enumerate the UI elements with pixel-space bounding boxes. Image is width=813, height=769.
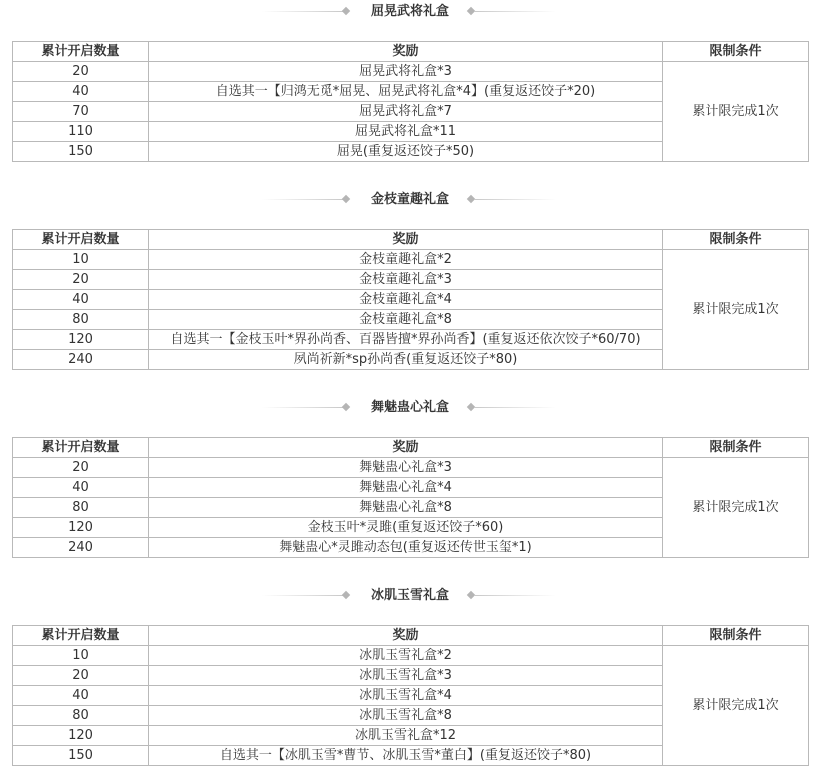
reward-cell: 舞魅蛊心礼盒*8 (149, 498, 663, 518)
count-cell: 20 (13, 666, 149, 686)
reward-cell: 舞魅蛊心礼盒*3 (149, 458, 663, 478)
reward-cell: 冰肌玉雪礼盒*2 (149, 646, 663, 666)
section-bingji (0, 584, 813, 763)
table-header-row (13, 438, 809, 458)
section-title: 冰肌玉雪礼盒 (370, 588, 449, 603)
count-cell: 80 (13, 706, 149, 726)
reward-table (12, 41, 809, 162)
header-count: 累计开启数量 (13, 626, 149, 646)
reward-cell: 冰肌玉雪礼盒*4 (149, 686, 663, 706)
section-heading (0, 396, 813, 420)
heading-divider-left (262, 407, 344, 408)
section-title: 舞魅蛊心礼盒 (370, 400, 449, 415)
reward-cell: 屈晃(重复返还饺子*50) (149, 142, 663, 162)
reward-cell: 舞魅蛊心礼盒*4 (149, 478, 663, 498)
heading-divider-left (262, 11, 344, 12)
count-cell: 40 (13, 290, 149, 310)
heading-divider-left (262, 199, 344, 200)
reward-cell: 冰肌玉雪礼盒*12 (149, 726, 663, 746)
section-heading (0, 0, 813, 24)
limit-cell: 累计限完成1次 (663, 62, 809, 162)
header-limit: 限制条件 (663, 438, 809, 458)
count-cell: 240 (13, 538, 149, 558)
header-reward: 奖励 (149, 626, 663, 646)
reward-cell: 自选其一【冰肌玉雪*曹节、冰肌玉雪*董白】(重复返还饺子*80) (149, 746, 663, 766)
reward-cell: 自选其一【金枝玉叶*界孙尚香、百器皆擅*界孙尚香】(重复返还依次饺子*60/70) (149, 330, 663, 350)
diamond-icon (342, 591, 350, 599)
header-reward: 奖励 (149, 438, 663, 458)
reward-cell: 冰肌玉雪礼盒*3 (149, 666, 663, 686)
header-count: 累计开启数量 (13, 42, 149, 62)
reward-cell: 金枝童趣礼盒*3 (149, 270, 663, 290)
count-cell: 150 (13, 142, 149, 162)
reward-cell: 金枝童趣礼盒*2 (149, 250, 663, 270)
count-cell: 110 (13, 122, 149, 142)
section-wumei (0, 396, 813, 555)
count-cell: 40 (13, 686, 149, 706)
header-limit: 限制条件 (663, 42, 809, 62)
count-cell: 80 (13, 310, 149, 330)
count-cell: 150 (13, 746, 149, 766)
reward-cell: 金枝童趣礼盒*4 (149, 290, 663, 310)
diamond-icon (342, 7, 350, 15)
limit-cell: 累计限完成1次 (663, 458, 809, 558)
count-cell: 40 (13, 478, 149, 498)
count-cell: 70 (13, 102, 149, 122)
reward-cell: 金枝童趣礼盒*8 (149, 310, 663, 330)
header-limit: 限制条件 (663, 230, 809, 250)
reward-cell: 自选其一【归鸿无觅*屈晃、屈晃武将礼盒*4】(重复返还饺子*20) (149, 82, 663, 102)
header-limit: 限制条件 (663, 626, 809, 646)
reward-cell: 屈晃武将礼盒*7 (149, 102, 663, 122)
heading-divider-right (474, 595, 556, 596)
reward-cell: 屈晃武将礼盒*3 (149, 62, 663, 82)
count-cell: 20 (13, 62, 149, 82)
heading-divider-left (262, 595, 344, 596)
count-cell: 120 (13, 726, 149, 746)
count-cell: 120 (13, 330, 149, 350)
reward-cell: 金枝玉叶*灵雎(重复返还饺子*60) (149, 518, 663, 538)
table-header-row (13, 626, 809, 646)
reward-table (12, 625, 809, 766)
count-cell: 40 (13, 82, 149, 102)
count-cell: 10 (13, 250, 149, 270)
table-row (13, 458, 809, 478)
section-title: 屈晃武将礼盒 (370, 4, 449, 19)
reward-cell: 屈晃武将礼盒*11 (149, 122, 663, 142)
heading-divider-right (474, 407, 556, 408)
section-quhuang (0, 0, 813, 159)
reward-cell: 夙尚祈新*sp孙尚香(重复返还饺子*80) (149, 350, 663, 370)
table-header-row (13, 42, 809, 62)
header-reward: 奖励 (149, 42, 663, 62)
table-row (13, 646, 809, 666)
section-title: 金枝童趣礼盒 (370, 192, 449, 207)
header-count: 累计开启数量 (13, 230, 149, 250)
header-reward: 奖励 (149, 230, 663, 250)
limit-cell: 累计限完成1次 (663, 646, 809, 766)
section-heading (0, 584, 813, 608)
heading-divider-right (474, 11, 556, 12)
count-cell: 20 (13, 458, 149, 478)
reward-table (12, 229, 809, 370)
section-jinzhi (0, 188, 813, 367)
limit-cell: 累计限完成1次 (663, 250, 809, 370)
table-row (13, 250, 809, 270)
table-row (13, 62, 809, 82)
section-heading (0, 188, 813, 212)
diamond-icon (342, 403, 350, 411)
reward-cell: 冰肌玉雪礼盒*8 (149, 706, 663, 726)
reward-table (12, 437, 809, 558)
heading-divider-right (474, 199, 556, 200)
diamond-icon (342, 195, 350, 203)
count-cell: 120 (13, 518, 149, 538)
table-header-row (13, 230, 809, 250)
count-cell: 240 (13, 350, 149, 370)
header-count: 累计开启数量 (13, 438, 149, 458)
reward-cell: 舞魅蛊心*灵雎动态包(重复返还传世玉玺*1) (149, 538, 663, 558)
count-cell: 10 (13, 646, 149, 666)
count-cell: 80 (13, 498, 149, 518)
count-cell: 20 (13, 270, 149, 290)
